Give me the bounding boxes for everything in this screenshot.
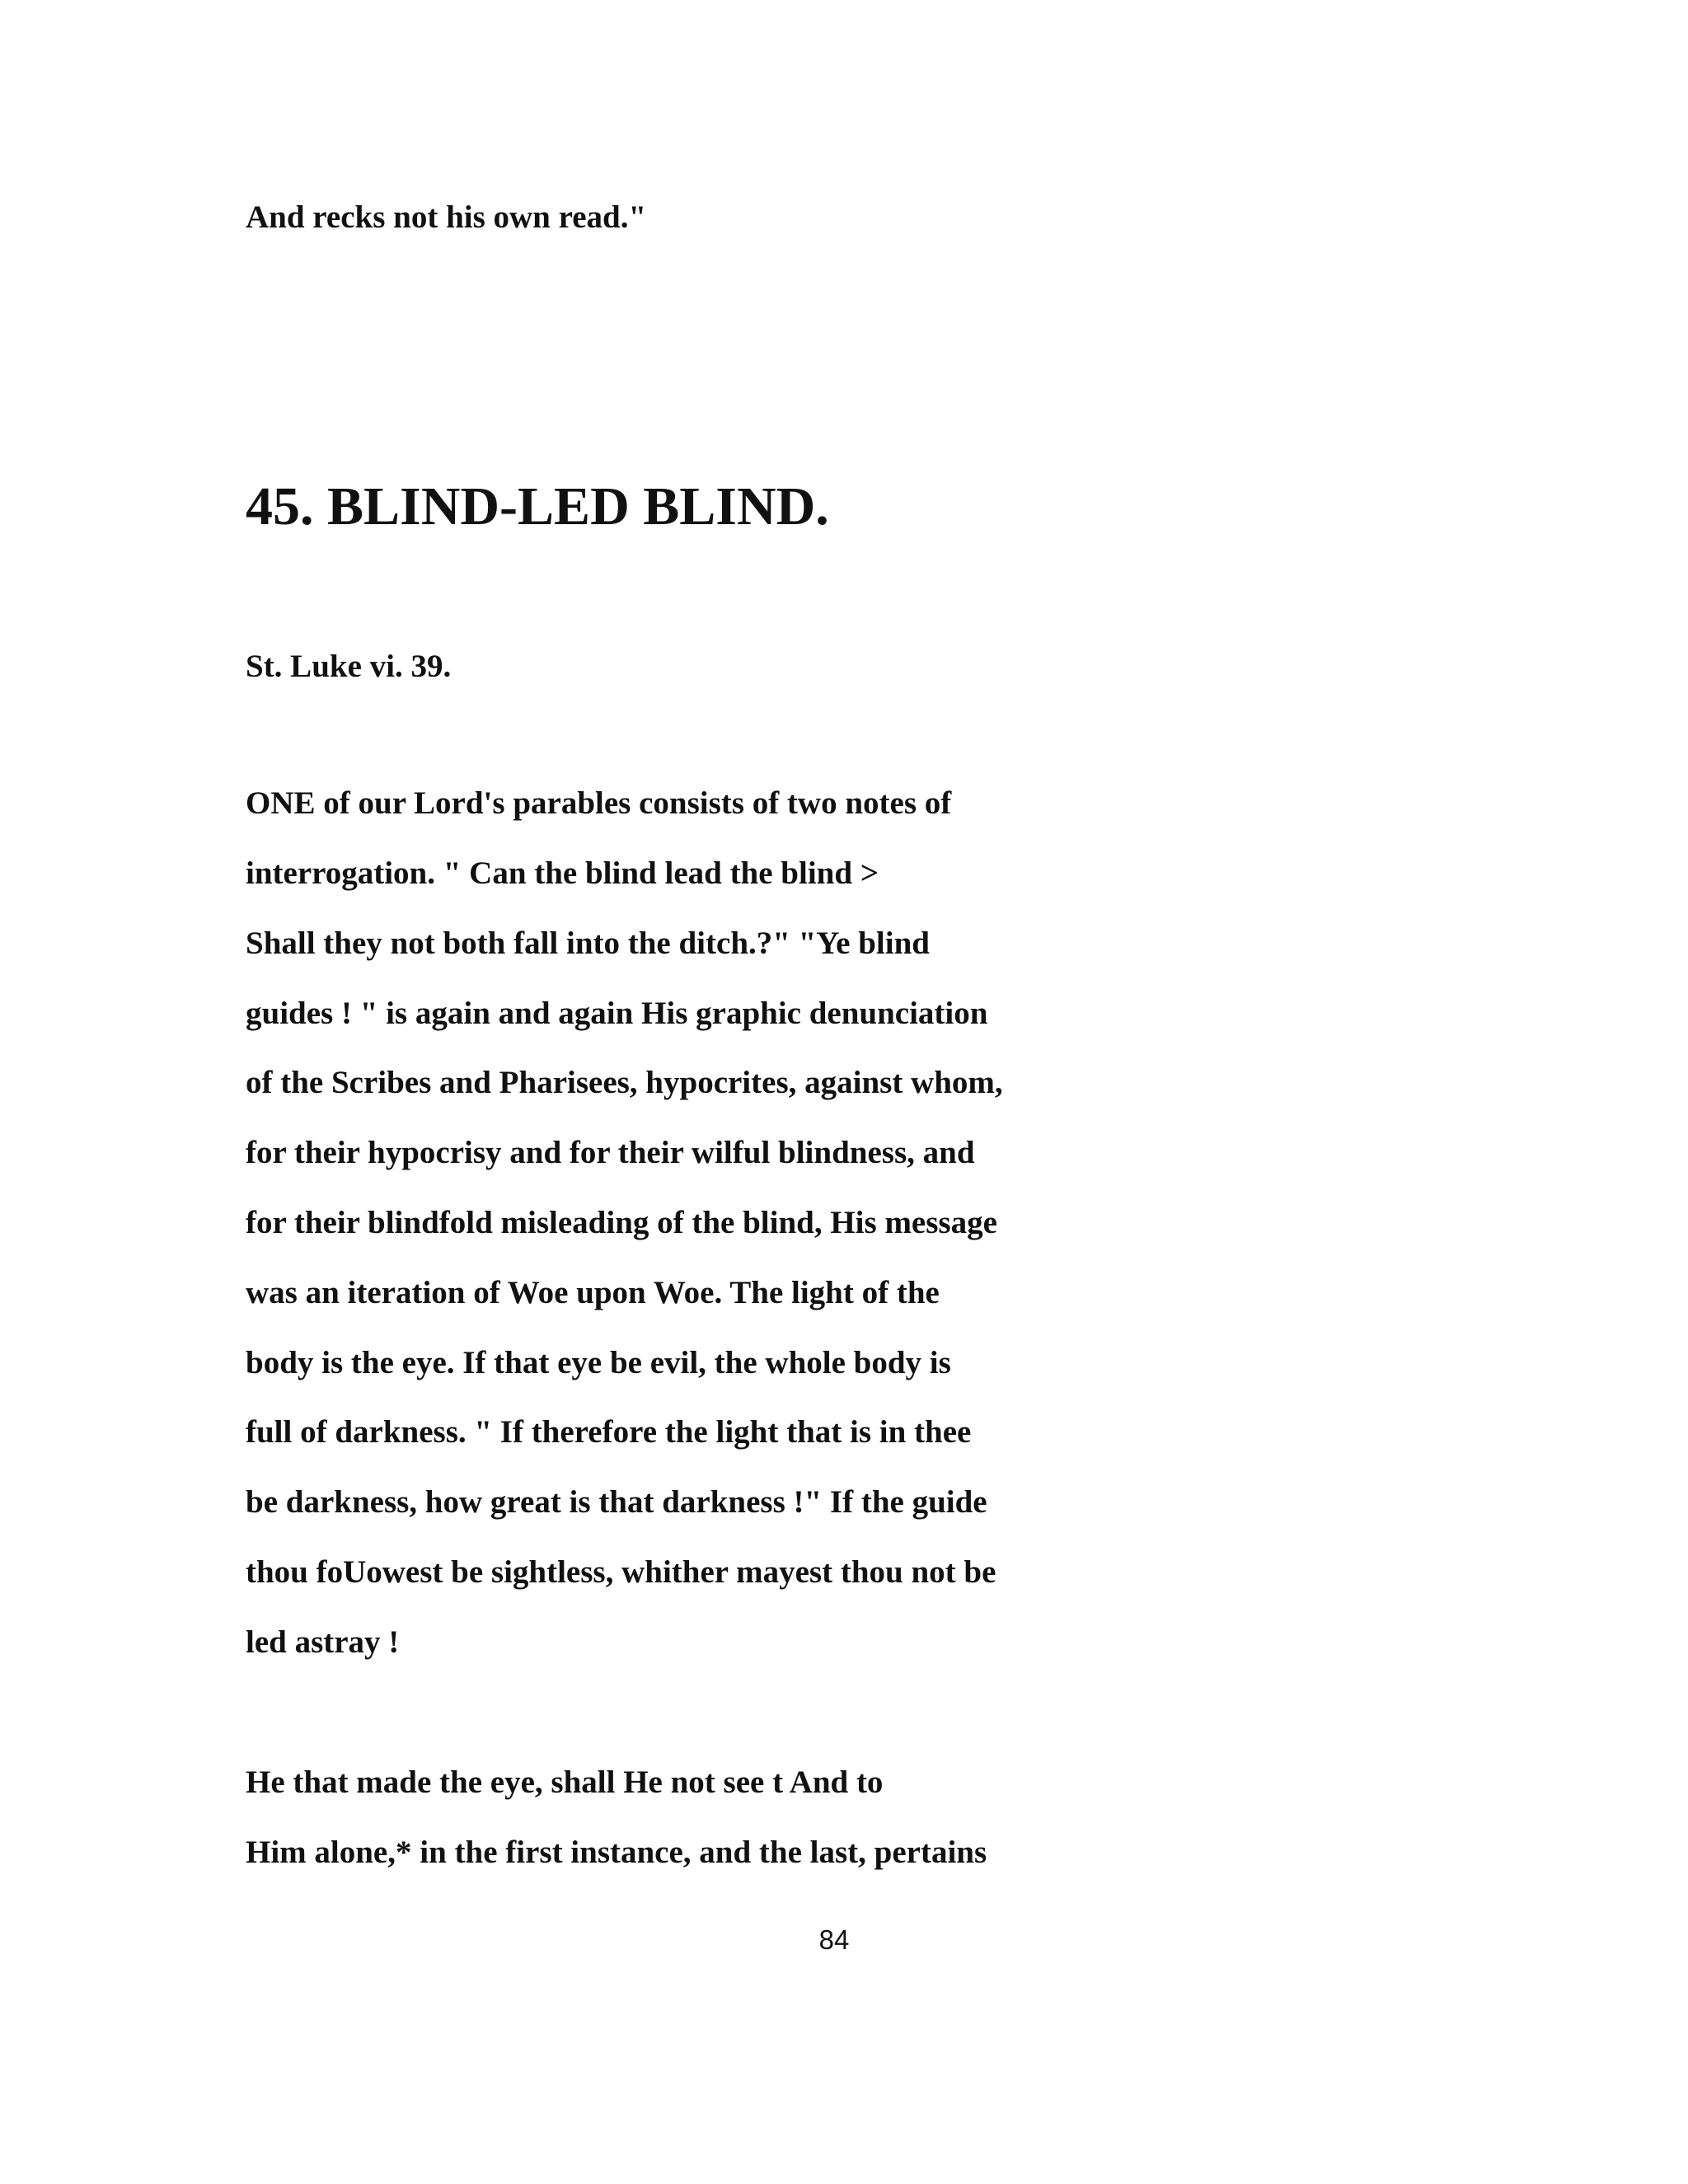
text-line: guides ! " is again and again His graphic denunciation <box>246 996 988 1031</box>
opening-line: And recks not his own read." <box>246 199 647 235</box>
text-line: for their blindfold misleading of the blind, His message <box>246 1205 997 1240</box>
scripture-reference: St. Luke vi. 39. <box>246 649 452 684</box>
text-line: He that made the eye, shall He not see t And to <box>246 1765 884 1800</box>
text-line: was an iteration of Woe upon Woe. The light of the <box>246 1275 940 1310</box>
text-line: Shall they not both fall into the ditch.?" "Ye blind <box>246 926 930 961</box>
page-number: 84 <box>818 1924 850 1955</box>
text-line: ONE of our Lord's parables consists of two notes of <box>246 785 952 821</box>
text-line: interrogation. " Can the blind lead the blind > <box>246 855 879 891</box>
text-line: led astray ! <box>246 1624 400 1660</box>
text-line: of the Scribes and Pharisees, hypocrites, against whom, <box>246 1065 1003 1100</box>
text-line: for their hypocrisy and for their wilful blindness, and <box>246 1135 975 1170</box>
chapter-heading: 45. BLIND-LED BLIND. <box>246 476 829 537</box>
text-line: full of darkness. " If therefore the light that is in thee <box>246 1414 972 1450</box>
text-line: be darkness, how great is that darkness !" If the guide <box>246 1484 987 1520</box>
text-line: Him alone,* in the first instance, and the last, pertains <box>246 1835 987 1870</box>
text-line: body is the eye. If that eye be evil, the whole body is <box>246 1345 951 1380</box>
text-line: thou foUowest be sightless, whither mayest thou not be <box>246 1554 996 1590</box>
